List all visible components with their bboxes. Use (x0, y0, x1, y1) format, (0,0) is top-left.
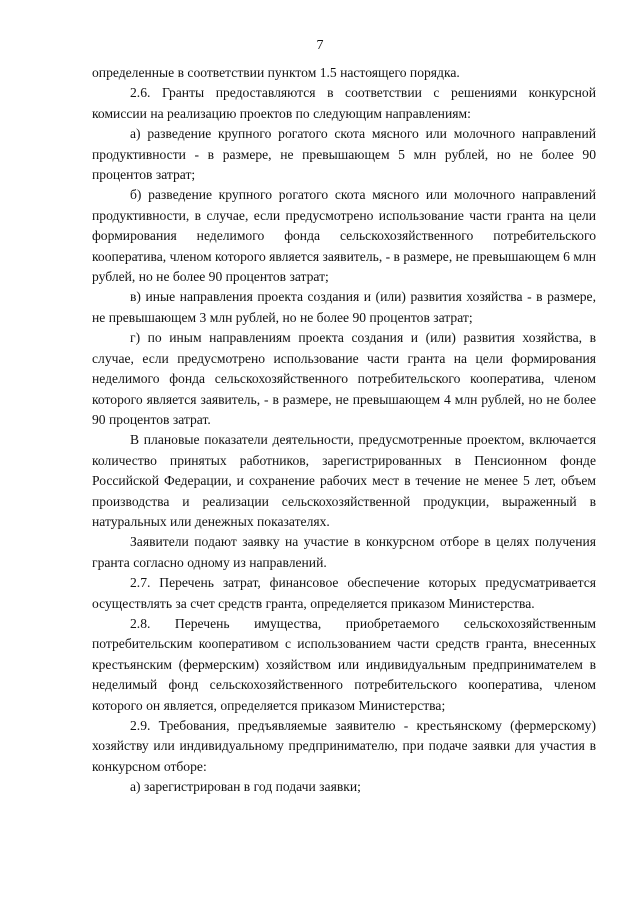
page-number: 7 (316, 38, 324, 53)
paragraph-clause-2-7: 2.7. Перечень затрат, финансовое обеспечение которых предусматривается осуществлять за счет средств гранта, определяется приказом Министерства. (92, 575, 596, 611)
paragraph-item-b: б) разведение крупного рогатого скота мясного или молочного направлений продуктивности, в случае, если предусмотрено использование части гранта на цели формирования неделимого фонда сельскохозяйственного потребительского кооператива, членом которого является заявитель, - в размере, не превышающем 6 млн рублей, но не более 90 процентов затрат; (92, 187, 597, 285)
paragraph-clause-2-9: 2.9. Требования, предъявляемые заявителю - крестьянскому (фермерскому) хозяйству или индивидуальному предпринимателю, при подаче заявки для участия в конкурсном отборе: (92, 718, 596, 774)
paragraph-application-submission: Заявители подают заявку на участие в конкурсном отборе в целях получения гранта согласно одному из направлений. (92, 534, 596, 570)
paragraph-item-v: в) иные направления проекта создания и (или) развития хозяйства - в размере, не превышающем 3 млн рублей, но не более 90 процентов затрат; (92, 289, 596, 325)
paragraph-clause-2-6: 2.6. Гранты предоставляются в соответствии с решениями конкурсной комиссии на реализацию проектов по следующим направлениям: (92, 85, 596, 121)
paragraph-clause-2-8: 2.8. Перечень имущества, приобретаемого сельскохозяйственным потребительским кооперативом с использованием части средств гранта, внесенных крестьянским (фермерским) хозяйством или индивидуальным предпринимателем в неделимый фонд сельскохозяйственного потребительского кооператива, членом которого он является, определяется приказом Министерства; (92, 615, 596, 713)
paragraph-continuation: определенные в соответствии пунктом 1.5 настоящего порядка. (92, 65, 460, 80)
paragraph-item-a: а) разведение крупного рогатого скота мясного или молочного направлений продуктивности - в размере, не превышающем 5 млн рублей, но не более 90 процентов затрат; (92, 126, 596, 183)
paragraph-planned-indicators: В плановые показатели деятельности, предусмотренные проектом, включается количество принятых работников, зарегистрированных в Пенсионном фонде Российской Федерации, и сохранение рабочих мест в течение не менее 5 лет, объем производства и реализации сельскохозяйственной продукции, выраженный в натуральных или денежных показателях. (92, 432, 596, 529)
paragraph-clause-2-9-a: а) зарегистрирован в год подачи заявки; (130, 779, 361, 795)
document-body (92, 63, 596, 798)
paragraph-item-g: г) по иным направлениям проекта создания и (или) развития хозяйства, в случае, если предусмотрено использование части гранта на цели формирования неделимого фонда сельскохозяйственного потребительского кооператива, членом которого является заявитель, - в размере, не превышающем 4 млн рублей, но не более 90 процентов затрат. (92, 330, 596, 427)
